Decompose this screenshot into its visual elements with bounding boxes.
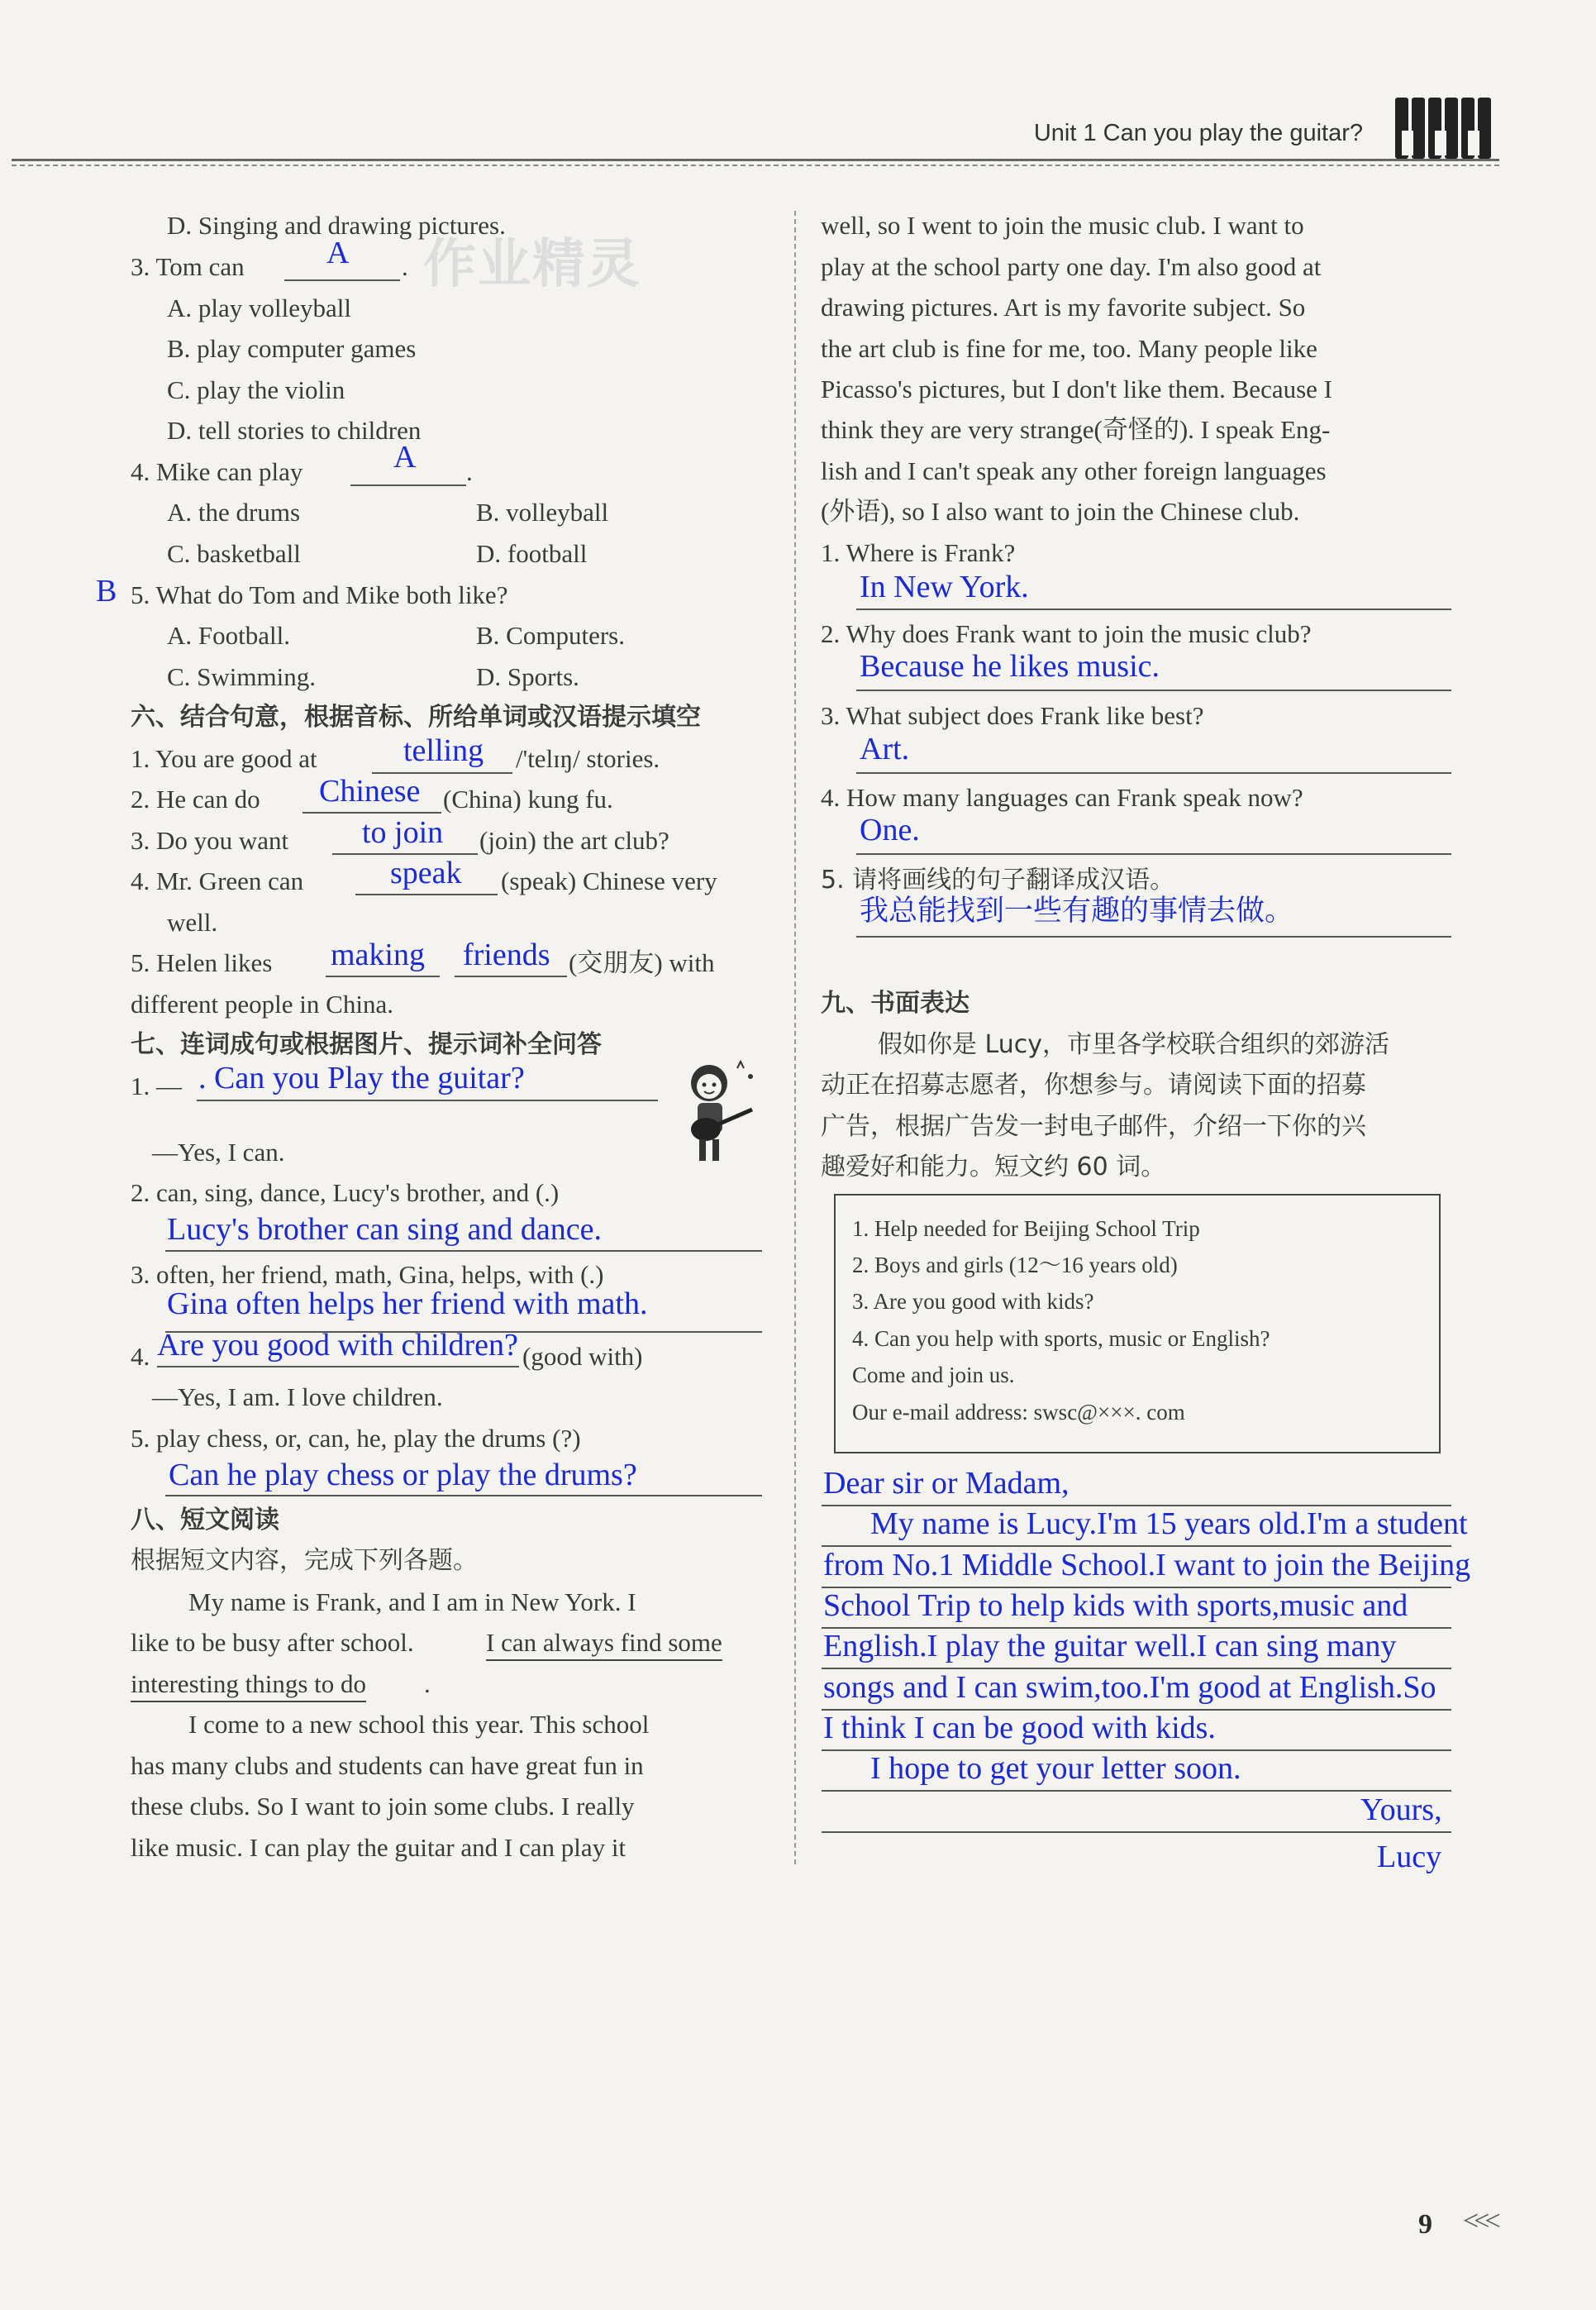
- passage-line: well, so I went to join the music club. I want to: [821, 211, 1304, 240]
- reading-answer: Because he likes music.: [860, 649, 1160, 684]
- q3-stem: 3. Tom can: [131, 252, 245, 281]
- q5-answer: B: [96, 574, 117, 609]
- passage-line: these clubs. So I want to join some clubs. I really: [131, 1792, 635, 1821]
- passage-line: Picasso's pictures, but I don't like them. Because I: [821, 375, 1332, 403]
- reading-question: 1. Where is Frank?: [821, 538, 1016, 567]
- s7-answer-2: Lucy's brother can sing and dance.: [167, 1212, 602, 1247]
- q5-option-c: C. Swimming.: [167, 662, 317, 691]
- writing-prompt: 趣爱好和能力。短文约 60 词。: [821, 1153, 1166, 1181]
- ad-line: 3. Are you good with kids?: [852, 1289, 1094, 1314]
- letter-line: songs and I can swim,too.I'm good at English.So: [823, 1670, 1436, 1705]
- s7-item-4: 4.: [131, 1342, 150, 1371]
- passage-line: I come to a new school this year. This school: [188, 1710, 650, 1739]
- letter-line: from No.1 Middle School.I want to join the Beijing: [823, 1548, 1471, 1582]
- s6-answer-2: Chinese: [319, 774, 421, 809]
- passage-line: drawing pictures. Art is my favorite subject. So: [821, 293, 1306, 322]
- letter-line: My name is Lucy.I'm 15 years old.I'm a student: [823, 1506, 1468, 1541]
- volunteer-ad-box: [834, 1194, 1441, 1453]
- s6-answer-1: telling: [403, 733, 484, 768]
- q5-option-b: B. Computers.: [476, 621, 625, 650]
- q4-option-b: B. volleyball: [476, 498, 609, 527]
- letter-line: I hope to get your letter soon.: [823, 1751, 1241, 1786]
- ad-line: Come and join us.: [852, 1363, 1015, 1387]
- s7-answer-3: Gina often helps her friend with math.: [167, 1286, 648, 1321]
- s7-item-5: 5. play chess, or, can, he, play the drums (?): [131, 1424, 581, 1453]
- reading-question: 4. How many languages can Frank speak now?: [821, 783, 1303, 812]
- s7-answer-1: . Can you Play the guitar?: [198, 1061, 525, 1095]
- unit-title: Unit 1 Can you play the guitar?: [1033, 120, 1363, 146]
- piano-logo-icon: [1395, 98, 1501, 159]
- q4-option-c: C. basketball: [167, 539, 301, 568]
- s6-item-5: 5. Helen likes: [131, 948, 273, 977]
- section-7-title: 七、连词成句或根据图片、提示词补全问答: [131, 1030, 602, 1059]
- q4-option-a: A. the drums: [167, 498, 301, 527]
- passage-line: play at the school party one day. I'm also good at: [821, 252, 1322, 281]
- s7-answer-4: Are you good with children?: [157, 1328, 518, 1363]
- q5-option-a: A. Football.: [167, 621, 290, 650]
- header-dashed-rule: [12, 165, 1499, 166]
- passage-line: My name is Frank, and I am in New York. I: [188, 1587, 636, 1616]
- s7-item-1: 1. —: [131, 1071, 182, 1100]
- writing-prompt: 动正在招募志愿者，你想参与。请阅读下面的招募: [821, 1071, 1366, 1100]
- s7-item-2: 2. can, sing, dance, Lucy's brother, and (.): [131, 1178, 560, 1207]
- q4-blank: [350, 484, 466, 486]
- column-divider: [794, 211, 796, 1864]
- passage-line: think they are very strange(奇怪的). I speak Eng-: [821, 415, 1331, 444]
- page-number: 9: [1418, 2209, 1432, 2240]
- underlined-sentence: I can always find some: [486, 1626, 722, 1661]
- ad-line: 4. Can you help with sports, music or English?: [852, 1326, 1270, 1351]
- q4-stem: 4. Mike can play: [131, 457, 303, 486]
- q4-answer: A: [393, 440, 417, 475]
- q3-answer: A: [326, 236, 350, 270]
- boy-playing-guitar-icon: [669, 1058, 760, 1166]
- passage-line: the art club is fine for me, too. Many people like: [821, 334, 1317, 363]
- reading-answer: One.: [860, 813, 920, 847]
- watermark: 作业精灵: [423, 234, 641, 295]
- s6-answer-5a: making: [331, 938, 425, 972]
- passage-line: like to be busy after school.: [131, 1628, 414, 1657]
- passage-line: has many clubs and students can have great fun in: [131, 1751, 644, 1780]
- ad-line: 2. Boys and girls (12～16 years old): [852, 1253, 1178, 1277]
- s6-answer-3: to join: [362, 815, 444, 850]
- letter-line: School Trip to help kids with sports,music and: [823, 1588, 1408, 1623]
- letter-line: I think I can be good with kids.: [823, 1711, 1216, 1745]
- chevrons-left-icon: <<<: [1463, 2206, 1496, 2236]
- s6-item-1: 1. You are good at: [131, 744, 317, 773]
- s6-answer-4: speak: [390, 856, 462, 890]
- s7-answer-5: Can he play chess or play the drums?: [169, 1458, 637, 1492]
- passage-line: (外语), so I also want to join the Chinese club.: [821, 497, 1300, 526]
- passage-line: lish and I can't speak any other foreign languages: [821, 456, 1327, 485]
- q2-option-d: D. Singing and drawing pictures.: [167, 211, 506, 240]
- section-9-title: 九、书面表达: [821, 989, 970, 1018]
- section-8-instruction: 根据短文内容，完成下列各题。: [131, 1546, 478, 1575]
- section-6-title: 六、结合句意，根据音标、所给单词或汉语提示填空: [131, 703, 701, 732]
- reading-question: 5. 请将画线的句子翻译成汉语。: [821, 866, 1175, 895]
- q5-stem: 5. What do Tom and Mike both like?: [131, 580, 508, 609]
- letter-line: English.I play the guitar well.I can sing many: [823, 1629, 1397, 1663]
- reading-answer: 我总能找到一些有趣的事情去做。: [860, 895, 1294, 928]
- writing-prompt: 假如你是 Lucy，市里各学校联合组织的郊游活: [878, 1030, 1389, 1059]
- reading-answer: In New York.: [860, 570, 1029, 604]
- q3-option: A. play volleyball: [167, 294, 351, 322]
- q4-option-d: D. football: [476, 539, 588, 568]
- page-header: [0, 0, 1596, 165]
- letter-signature: Lucy: [1377, 1840, 1442, 1874]
- q5-option-d: D. Sports.: [476, 662, 579, 691]
- s6-item-2: 2. He can do: [131, 785, 260, 814]
- s6-item-3: 3. Do you want: [131, 826, 289, 855]
- section-8-title: 八、短文阅读: [131, 1506, 279, 1534]
- letter-line: Dear sir or Madam,: [823, 1466, 1070, 1501]
- q3-option: C. play the violin: [167, 375, 345, 404]
- q3-blank: [284, 279, 400, 281]
- s6-answer-5b: friends: [463, 938, 550, 972]
- s6-item-4: 4. Mr. Green can: [131, 866, 304, 895]
- ad-line: 1. Help needed for Beijing School Trip: [852, 1216, 1200, 1241]
- reading-answer: Art.: [860, 732, 910, 766]
- reading-question: 3. What subject does Frank like best?: [821, 701, 1204, 730]
- header-rule: [12, 159, 1499, 161]
- writing-prompt: 广告，根据广告发一封电子邮件，介绍一下你的兴: [821, 1112, 1366, 1141]
- q3-option: D. tell stories to children: [167, 416, 422, 445]
- passage-line: like music. I can play the guitar and I can play it: [131, 1833, 626, 1862]
- s7-item-3: 3. often, her friend, math, Gina, helps, with (.): [131, 1260, 604, 1289]
- letter-closing: Yours,: [1360, 1792, 1442, 1827]
- underlined-sentence: interesting things to do: [131, 1668, 366, 1702]
- ad-line: Our e-mail address: swsc@×××. com: [852, 1400, 1185, 1425]
- q3-option: B. play computer games: [167, 334, 417, 363]
- reading-question: 2. Why does Frank want to join the music club?: [821, 619, 1312, 648]
